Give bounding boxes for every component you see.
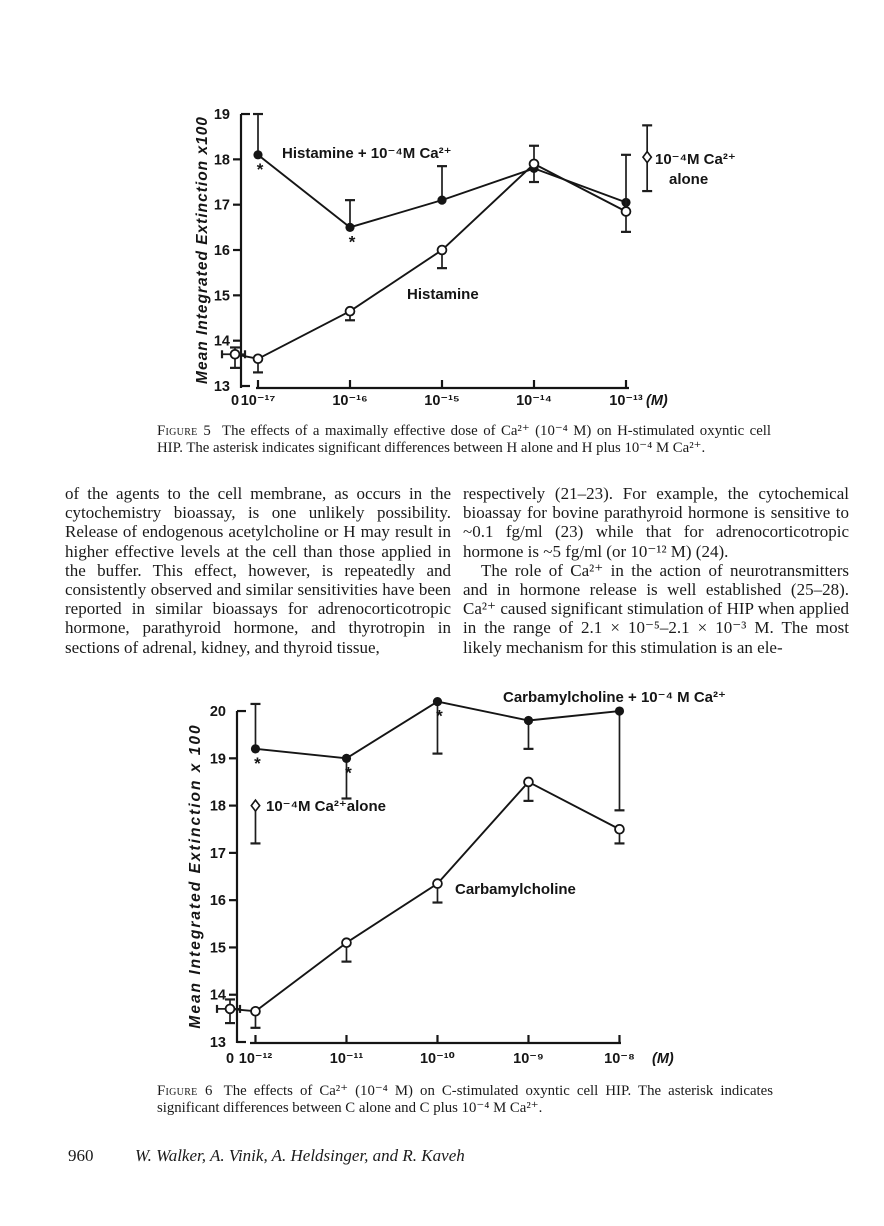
y-tick-label: 16 — [213, 243, 230, 260]
data-point — [643, 152, 651, 163]
y-tick-label: 18 — [213, 152, 230, 169]
data-point — [433, 879, 442, 888]
y-tick-label: 18 — [209, 798, 226, 815]
figure6-caption — [157, 1083, 773, 1116]
series-1 — [222, 155, 631, 373]
data-point — [251, 1007, 260, 1016]
x-tick-label: 10⁻¹¹ — [329, 1051, 364, 1067]
x-axis-unit: (M) — [646, 393, 668, 409]
left-column — [65, 484, 451, 657]
series-label: Carbamylcholine + 10⁻⁴ M Ca²⁺ — [503, 689, 726, 706]
data-point — [226, 1005, 235, 1014]
y-tick-label: 16 — [209, 893, 226, 910]
data-point — [530, 159, 539, 168]
data-point — [253, 150, 262, 159]
figure5-chart — [194, 107, 736, 409]
data-point — [524, 778, 533, 787]
series-label: 10⁻⁴M Ca²⁺alone — [266, 798, 386, 815]
data-point — [342, 754, 351, 763]
series-label: alone — [669, 171, 709, 188]
y-tick-label: 19 — [209, 751, 226, 768]
y-tick-label: 15 — [209, 940, 226, 957]
y-tick-label: 17 — [209, 845, 226, 862]
data-point — [622, 207, 631, 216]
series-2 — [642, 125, 652, 191]
y-axis-label: Mean Integrated Extinction x 100 — [187, 723, 204, 1029]
y-tick-label: 20 — [209, 704, 226, 721]
significance-asterisk: * — [348, 232, 356, 252]
y-tick-label: 13 — [213, 379, 230, 395]
series-label: Carbamylcholine — [455, 881, 576, 898]
y-tick-label: 13 — [209, 1035, 226, 1051]
data-point — [438, 246, 447, 255]
y-tick-label: 14 — [213, 333, 230, 350]
data-point — [345, 223, 354, 232]
paragraph: respectively (21–23). For example, the cytochemical bioassay for bovine parathyroid hormone is sensitive to ~0.1 fg/ml (23) while that for adrenocorticotropic hormone is ~5 fg/ml (or 10⁻¹² M) (24). — [463, 484, 849, 561]
data-point — [254, 354, 263, 363]
data-point — [342, 938, 351, 947]
x-tick-label: 0 — [225, 1051, 235, 1067]
series-2 — [250, 800, 260, 843]
page-number: 960 — [68, 1146, 94, 1165]
x-tick-label: 10⁻⁸ — [604, 1051, 635, 1067]
paragraph: of the agents to the cell membrane, as occurs in the cytochemistry bioassay, is one unlikely possibility. Release of endogenous acetylcholine or H may result in higher effective levels at the cell than those applied in the buffer. This effect, however, is repeatedly and consistently observed and similar sensitivities have been reported in similar bioassays for adrenocorticotropic hormone, parathyroid hormone, and thyrotropin in sections of adrenal, kidney, and thyroid tissue, — [65, 484, 451, 657]
series-label: 10⁻⁴M Ca²⁺ — [655, 151, 736, 168]
series-label: Histamine + 10⁻⁴M Ca²⁺ — [282, 145, 452, 162]
figure6-label: Figure 6 — [157, 1083, 213, 1099]
figure6-caption-text: The effects of Ca²⁺ (10⁻⁴ M) on C-stimulated oxyntic cell HIP. The asterisk indicates significant differences between C alone and C plus 10⁻⁴ M Ca²⁺. — [157, 1083, 773, 1116]
right-column — [463, 484, 849, 657]
page-footer — [68, 1146, 465, 1166]
x-tick-label: 0 — [230, 393, 240, 409]
y-tick-label: 14 — [209, 987, 226, 1004]
x-tick-label: 10⁻¹³ — [609, 393, 643, 409]
series-0 — [253, 114, 631, 251]
x-axis-unit: (M) — [652, 1051, 674, 1067]
x-tick-label: 10⁻¹⁴ — [516, 393, 552, 409]
data-point — [437, 196, 446, 205]
data-point — [251, 800, 259, 811]
series-0 — [250, 697, 624, 810]
significance-asterisk: * — [256, 159, 264, 179]
series-1 — [217, 778, 624, 1028]
y-axis-label: Mean Integrated Extinction x100 — [194, 116, 211, 384]
paragraph: The role of Ca²⁺ in the action of neurotransmitters and in hormone release is well established (25–28). Ca²⁺ caused significant stimulation of HIP when applied in the range of 2.1 × 10⁻⁵–2.1 × 10⁻³ M. The most likely mechanism for this stimulation is an ele- — [463, 560, 849, 657]
data-point — [615, 706, 624, 715]
series-label: Histamine — [407, 286, 479, 303]
data-point — [251, 744, 260, 753]
figure6-chart — [187, 689, 726, 1067]
significance-asterisk: * — [436, 706, 443, 726]
body-text — [65, 484, 853, 657]
x-tick-label: 10⁻¹⁷ — [240, 393, 276, 409]
x-tick-label: 10⁻¹⁵ — [424, 393, 460, 409]
y-tick-label: 19 — [213, 107, 230, 124]
figure5-caption-text: The effects of a maximally effective dose of Ca²⁺ (10⁻⁴ M) on H-stimulated oxyntic cell HIP. The asterisk indicates significant differences between H alone and H plus 10⁻⁴ M Ca²⁺. — [157, 423, 771, 456]
significance-asterisk: * — [254, 753, 261, 773]
figure5-caption — [157, 423, 771, 456]
x-tick-label: 10⁻¹⁶ — [332, 393, 368, 409]
data-point — [433, 697, 442, 706]
y-tick-label: 17 — [213, 197, 230, 214]
data-point — [524, 716, 533, 725]
data-point — [346, 307, 355, 316]
y-tick-label: 15 — [213, 288, 230, 305]
running-authors: W. Walker, A. Vinik, A. Heldsinger, and R. Kaveh — [135, 1146, 465, 1165]
significance-asterisk: * — [345, 763, 352, 783]
x-tick-label: 10⁻¹⁰ — [419, 1051, 455, 1067]
figure5-label: Figure 5 — [157, 423, 212, 439]
x-tick-label: 10⁻¹² — [238, 1051, 273, 1067]
x-tick-label: 10⁻⁹ — [513, 1051, 544, 1067]
data-point — [231, 350, 240, 359]
data-point — [615, 825, 624, 834]
